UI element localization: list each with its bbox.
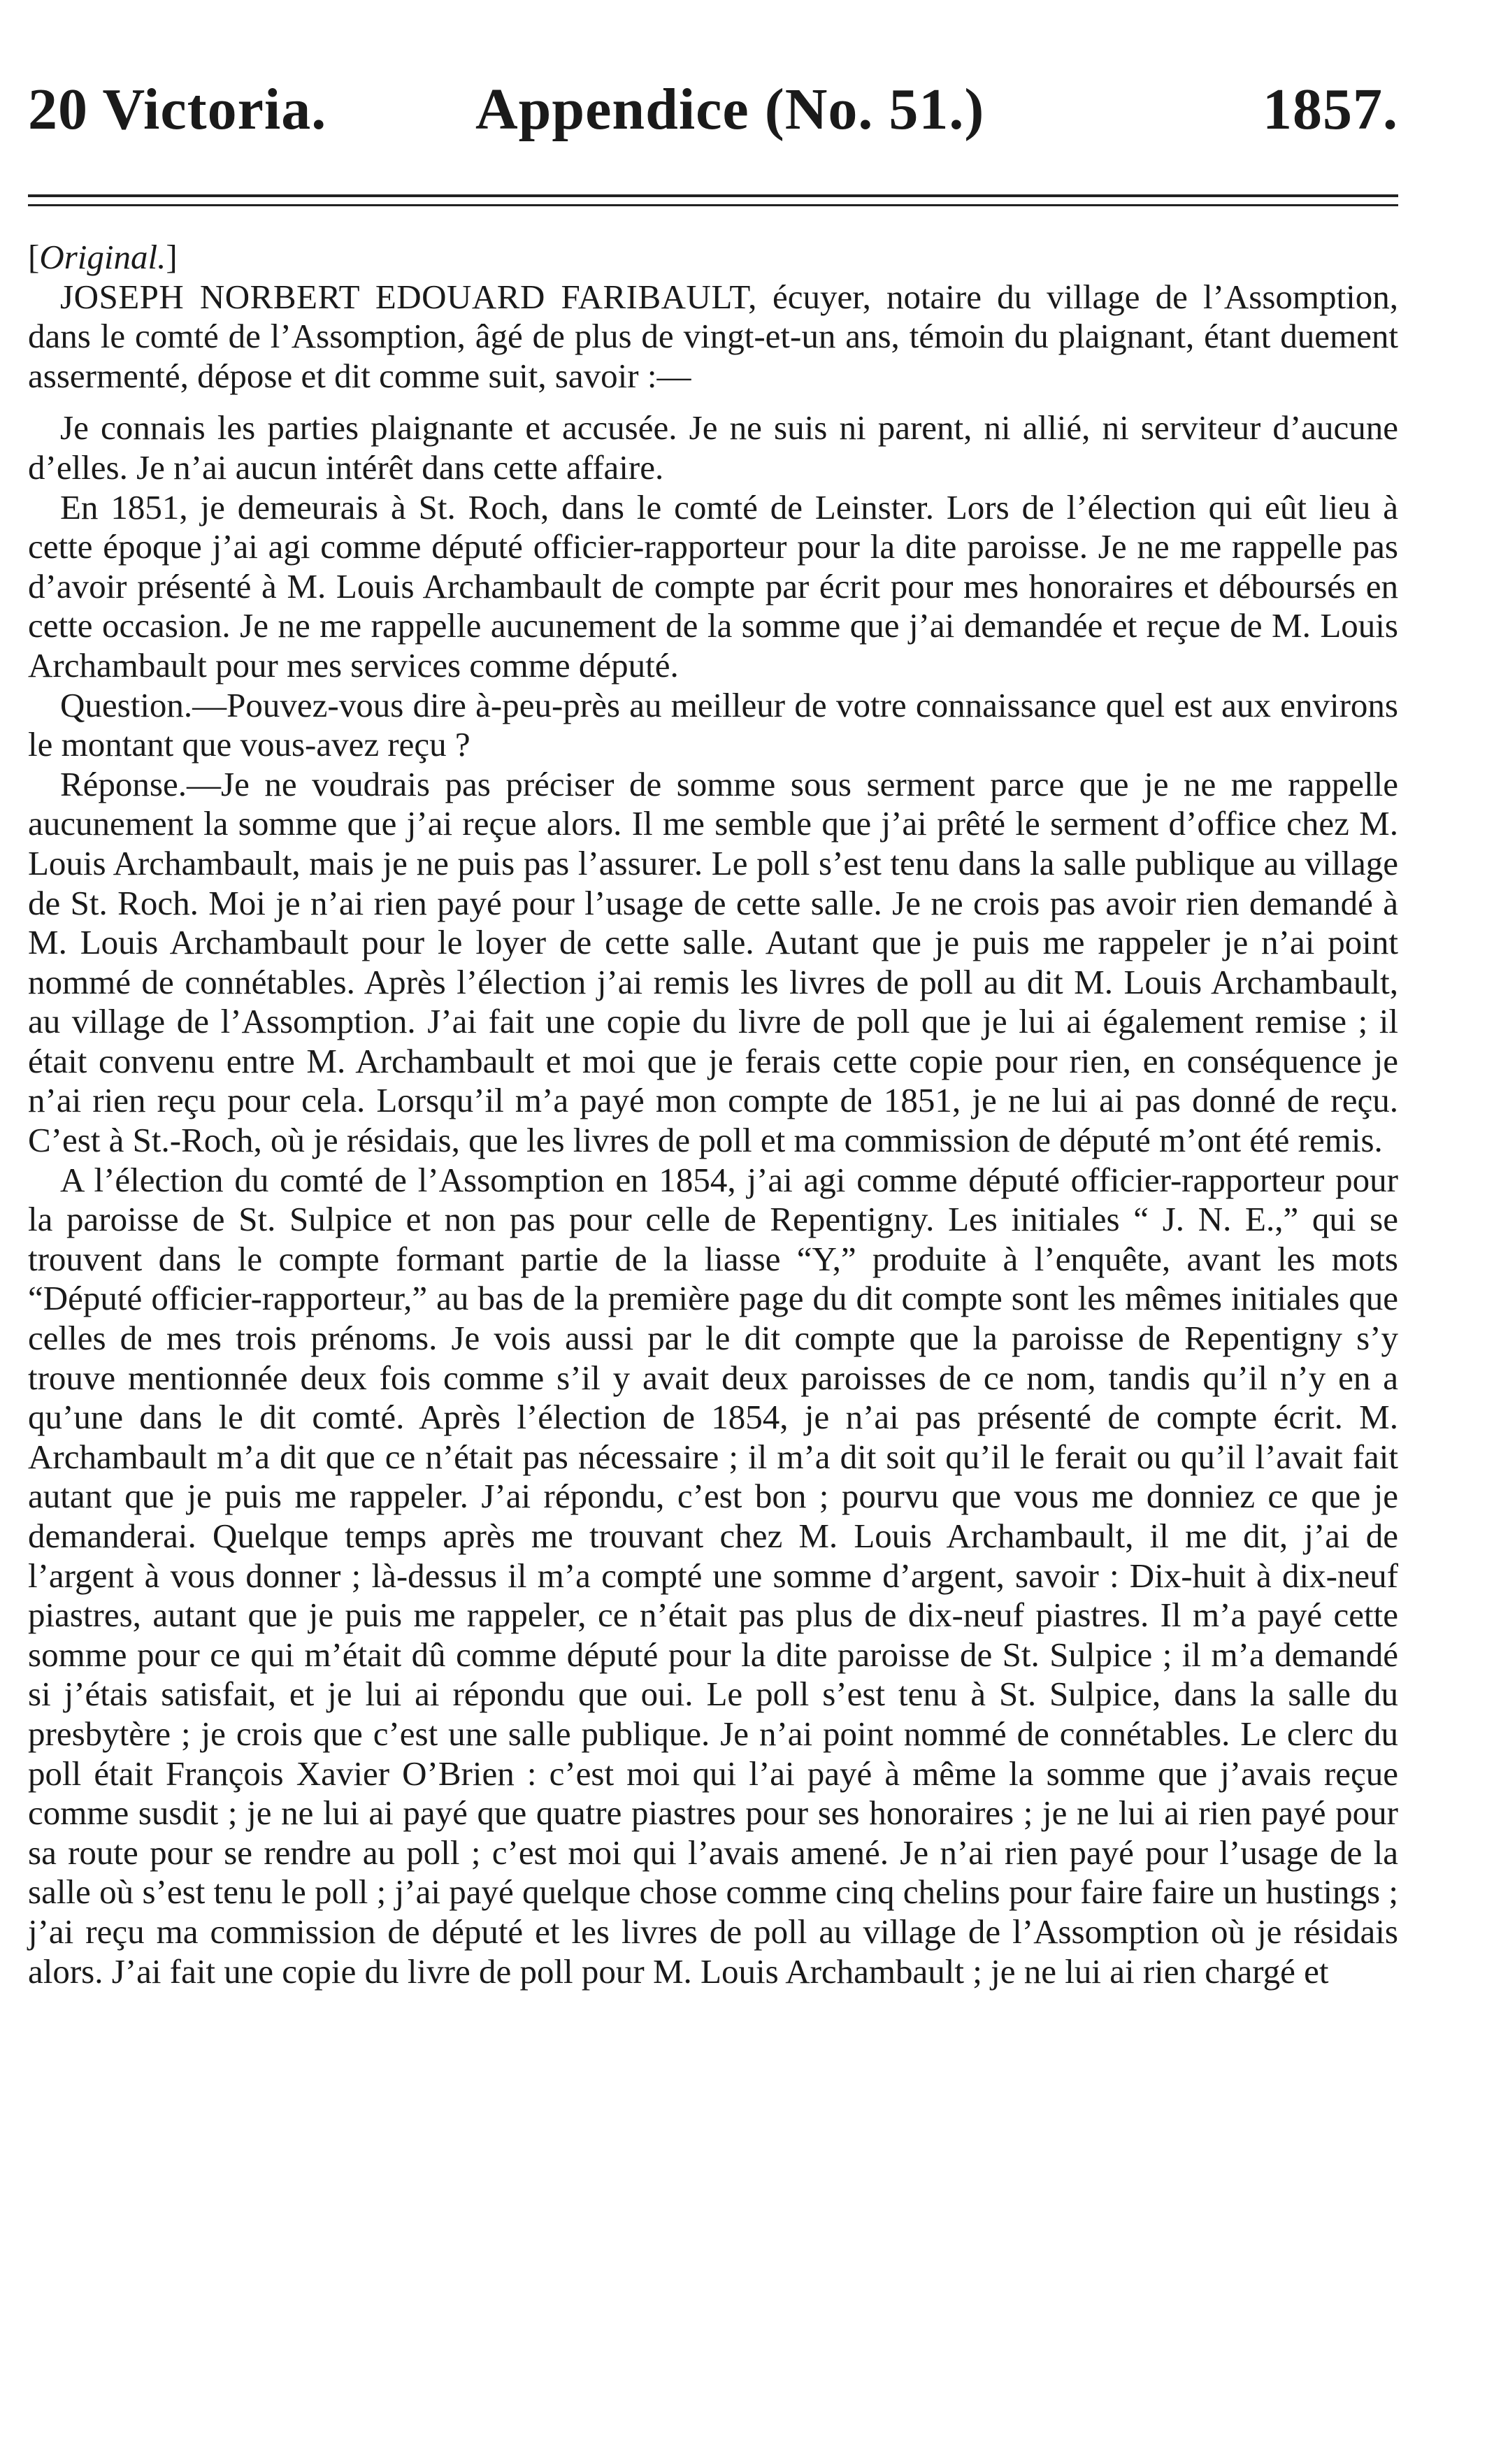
original-label [28, 238, 1398, 278]
witness-name: JOSEPH NORBERT EDOUARD FARIBAULT, [60, 277, 757, 316]
original-text: Original. [39, 238, 166, 276]
witness-intro-text: écuyer, notaire du village de l’Assomption, dans le comté de l’Assomption, âgé de plus de vingt-et-un ans, témoin du plaignant, étant duement assermenté, dépose et dit comme suit, savoir :— [28, 277, 1399, 395]
witness-intro [28, 278, 1398, 396]
paragraph: Question.—Pouvez-vous dire à-peu-près au meilleur de votre connaissance quel est aux environs le montant que vous-avez reçu ? [28, 685, 1398, 764]
paragraph: Réponse.—Je ne voudrais pas préciser de somme sous serment parce que je ne me rappelle aucunement la somme que j’ai reçue alors. Il me semble que j’ai prêté le serment d’office chez M. Louis Archambault, mais je ne puis pas l’assurer. Le poll s’est tenu dans la salle publique au village de St. Roch. Moi je n’ai rien payé pour l’usage de cette salle. Je ne crois pas avoir rien demandé à M. Louis Archambault pour le loyer de cette salle. Autant que je puis me rappeler je n’ai point nommé de connétables. Après l’élection j’ai remis les livres de poll au dit M. Louis Archambault, au village de l’Assomption. J’ai fait une copie du livre de poll que je lui ai également remise ; il était convenu entre M. Archambault et moi que je ferais cette copie pour rien, en conséquence je n’ai rien reçu pour cela. Lorsqu’il m’a payé mon compte de 1851, je ne lui ai pas donné de reçu. C’est à St.-Roch, où je résidais, que les livres de poll et ma commission de député m’ont été remis. [28, 764, 1398, 1160]
header-rule-bottom [28, 204, 1398, 206]
paragraph: A l’élection du comté de l’Assomption en 1854, j’ai agi comme député officier-rapporteur pour la paroisse de St. Sulpice et non pas pour celle de Repentigny. Les initiales “ J. N. E.,” qui se trouvent dans le compte formant partie de la liasse “Y,” produite à l’enquête, avant les mots “Député officier-rapporteur,” au bas de la première page du dit compte sont les mêmes initiales que celles de mes trois prénoms. Je vois aussi par le dit compte que la paroisse de Repentigny s’y trouve mentionnée deux fois comme s’il y avait deux paroisses de ce nom, tandis qu’il n’y en a qu’une dans le dit comté. Après l’élection de 1854, je n’ai pas présenté de compte écrit. M. Archambault m’a dit que ce n’était pas nécessaire ; il m’a dit soit qu’il le ferait ou qu’il l’avait fait autant que je puis me rappeler. J’ai répondu, c’est bon ; pourvu que vous me donniez ce que je demanderai. Quelque temps après me trouvant chez M. Louis Archambault, il me dit, j’ai de l’argent à vous donner ; là-dessus il m’a compté une somme d’argent, savoir : Dix-huit à dix-neuf piastres, autant que je puis me rappeler, ce n’était pas plus de dix-neuf piastres. Il m’a payé cette somme pour ce qui m’était dû comme député pour la dite paroisse de St. Sulpice ; il m’a demandé si j’étais satisfait, et je lui ai répondu que oui. Le poll s’est tenu à St. Sulpice, dans la salle du presbytère ; je crois que c’est une salle publique. Je n’ai point nommé de connétables. Le clerc du poll était François Xavier O’Brien : c’est moi qui l’ai payé à même la somme que j’avais reçue comme susdit ; je ne lui ai payé que quatre piastres pour ses honoraires ; je ne lui ai rien payé pour sa route pour se rendre au poll ; c’est moi qui l’avais amené. Je n’ai rien payé pour l’usage de la salle où s’est tenu le poll ; j’ai payé quelque chose comme cinq chelins pour faire faire un hustings ; j’ai reçu ma commission de député et les livres de poll au village de l’Assomption où je résidais alors. J’ai fait une copie du livre de poll pour M. Louis Archambault ; je ne lui ai rien chargé et [28, 1160, 1398, 1991]
document-body [28, 238, 1398, 1991]
original-bracket-open: [ [28, 238, 40, 276]
original-bracket-close: ] [166, 238, 178, 276]
header-session: 20 Victoria. [28, 77, 327, 142]
header-appendix-title: Appendice (No. 51.) [475, 77, 985, 142]
header-rule-top [28, 194, 1398, 197]
document-page [28, 0, 1399, 1991]
paragraph: Je connais les parties plaignante et accusée. Je ne suis ni parent, ni allié, ni serviteur d’aucune d’elles. Je n’ai aucun intérêt dans cette affaire. [28, 408, 1398, 487]
paragraph: En 1851, je demeurais à St. Roch, dans le comté de Leinster. Lors de l’élection qui eût lieu à cette époque j’ai agi comme député officier-rapporteur pour la dite paroisse. Je ne me rappelle pas d’avoir présenté à M. Louis Archambault de compte par écrit pour mes honoraires et déboursés en cette occasion. Je ne me rappelle aucunement de la somme que j’ai demandée et reçue de M. Louis Archambault pour mes services comme député. [28, 487, 1398, 685]
page-header [28, 0, 1398, 175]
header-year: 1857. [1263, 77, 1398, 142]
